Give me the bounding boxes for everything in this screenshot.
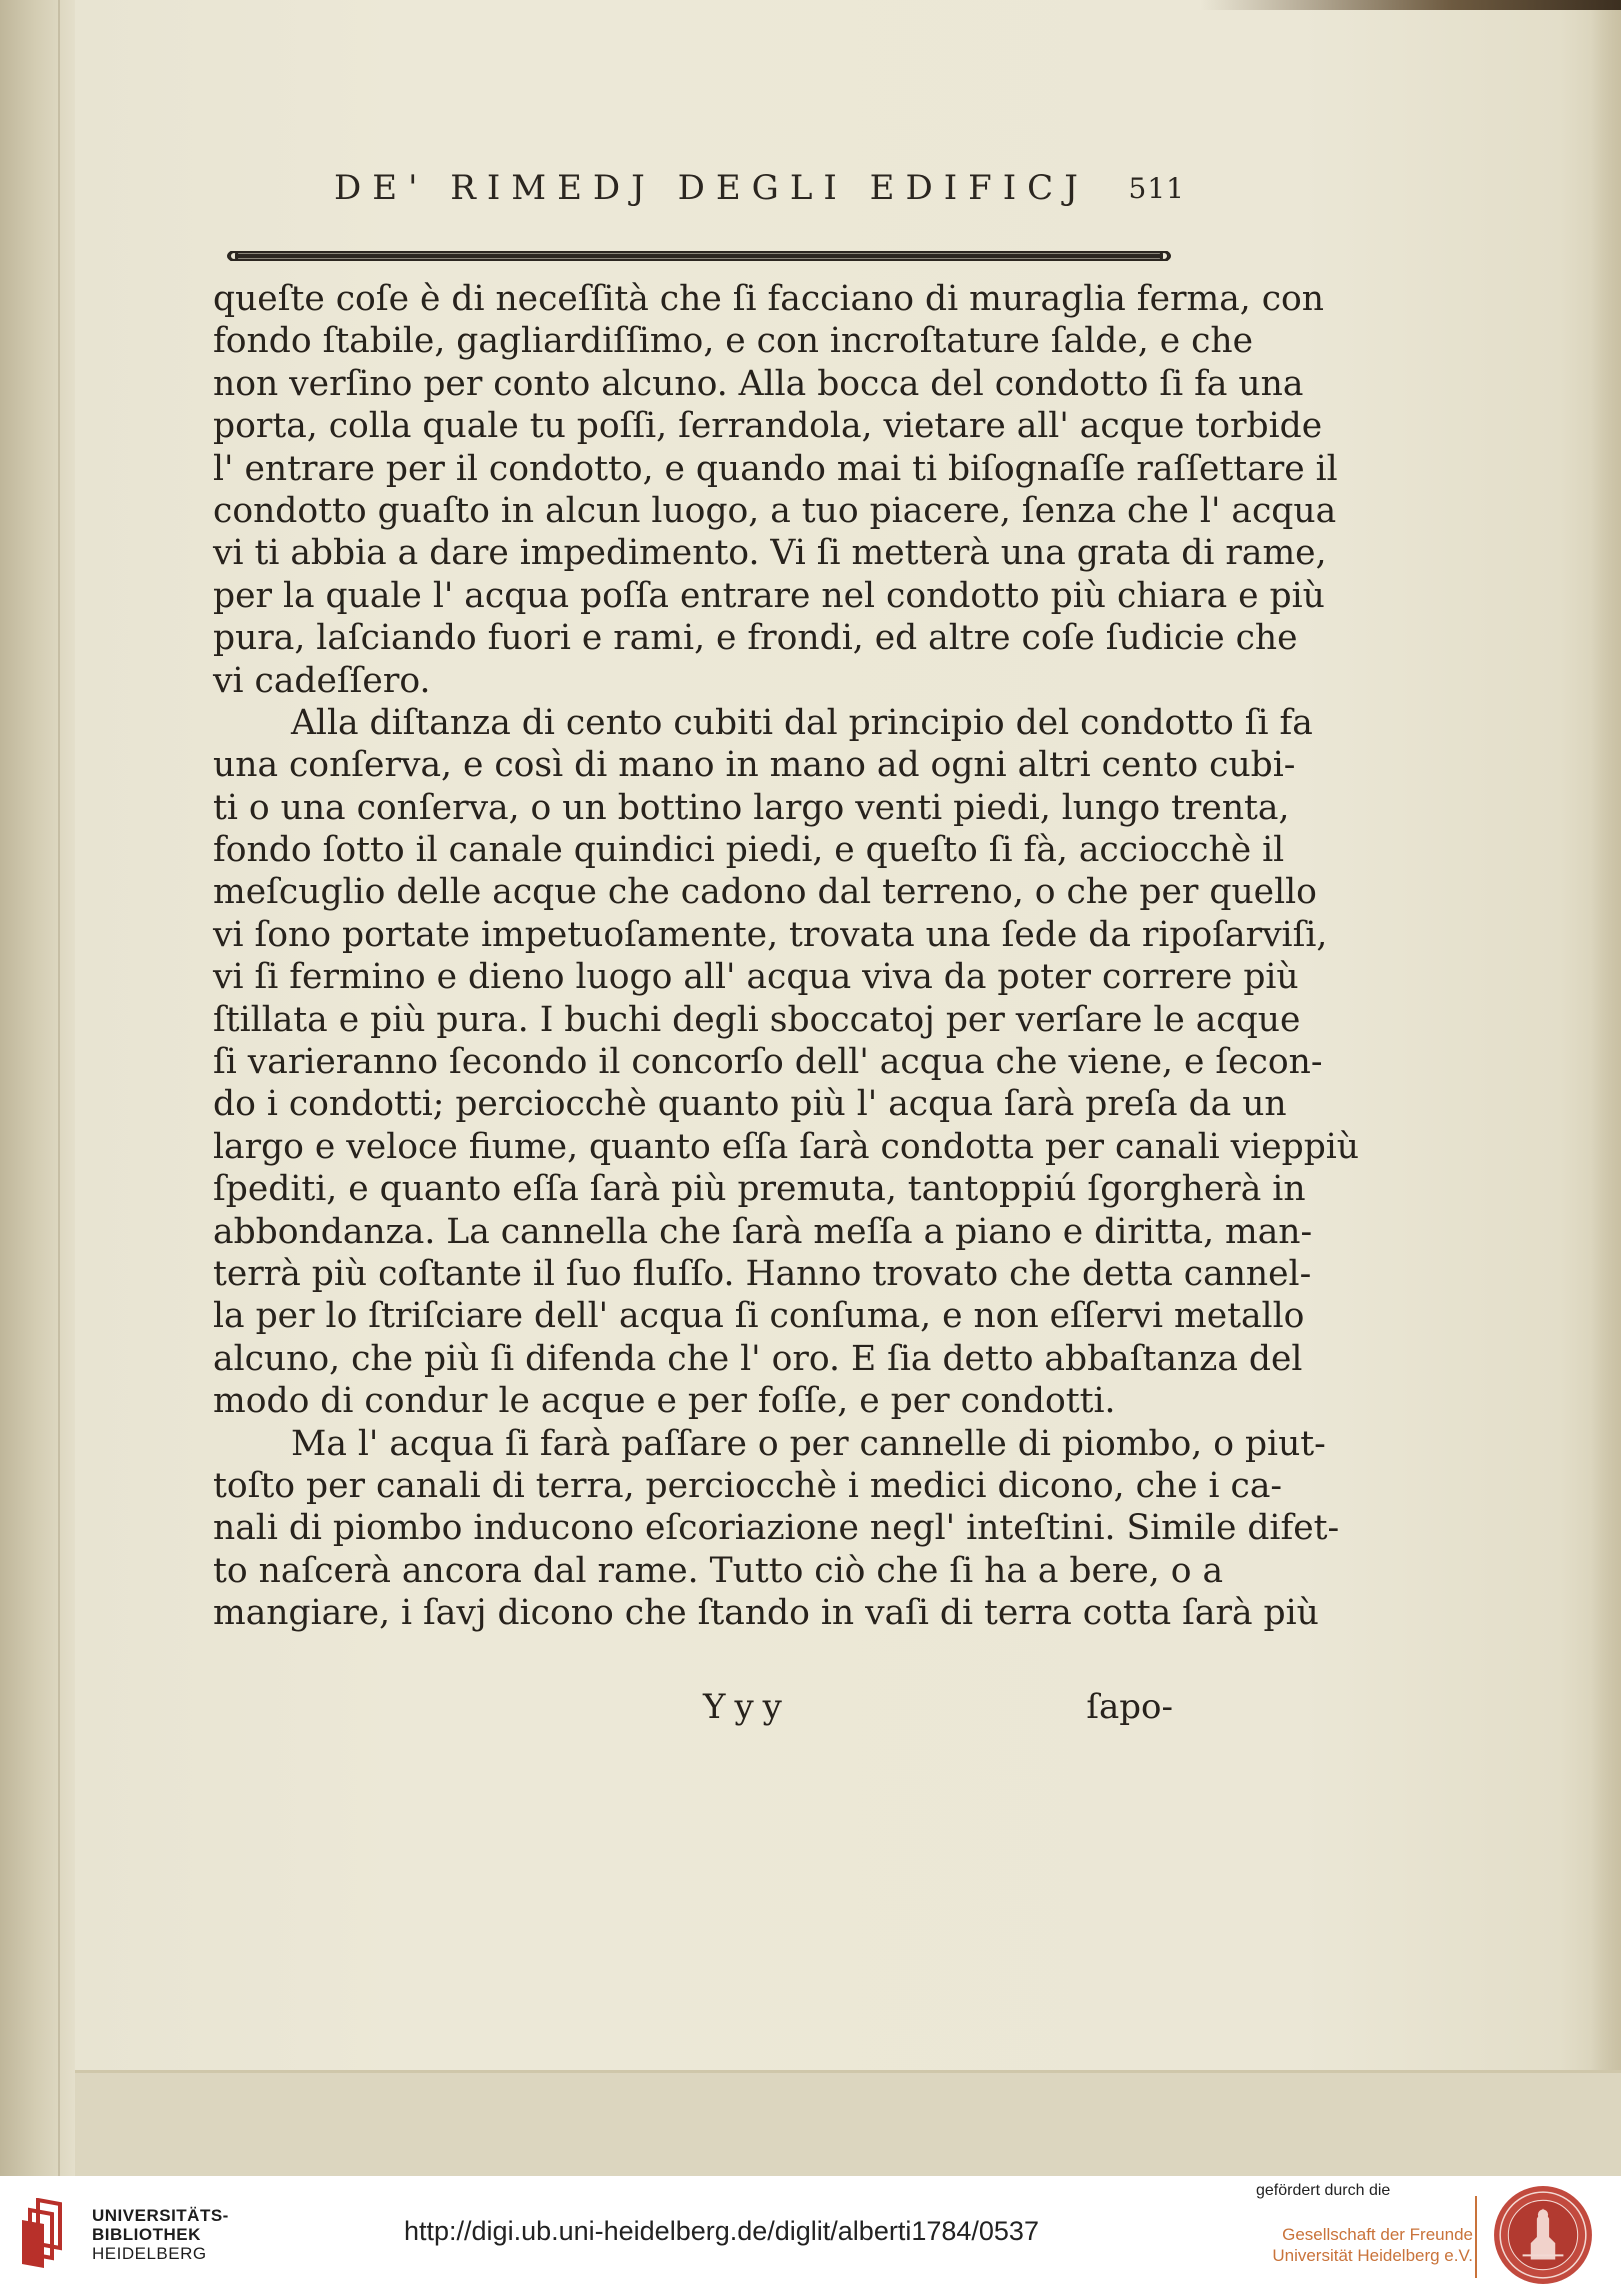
text-line: la per lo ſtriſciare dell' acqua ſi conſuma, e non eſſervi metallo xyxy=(213,1296,1305,1337)
text-line: to naſcerà ancora dal rame. Tutto ciò che ſi ha a bere, o a xyxy=(213,1550,1224,1591)
text-line: porta, colla quale tu poſſi, ſerrandola, vietare all' acque torbide xyxy=(213,406,1323,447)
text-line: abbondanza. La cannella che ſarà meſſa a piano e diritta, man- xyxy=(213,1211,1313,1252)
text-line: modo di condur le acque e per foſſe, e per condotti. xyxy=(213,1381,1116,1422)
page-number: 511 xyxy=(1128,172,1185,205)
text-line: per la quale l' acqua poſſa entrare nel condotto più chiara e più xyxy=(213,575,1325,616)
text-line: Alla diſtanza di cento cubiti dal principio del condotto ſi fa xyxy=(291,702,1313,743)
university-library-logo-icon[interactable] xyxy=(16,2198,80,2270)
text-line: pura, laſciando fuori e rami, e frondi, ed altre coſe ſudicie che xyxy=(213,618,1298,659)
text-line: largo e veloce fiume, quanto eſſa ſarà condotta per canali vieppiù xyxy=(213,1126,1360,1167)
page-header xyxy=(210,168,1185,218)
viewer-footer xyxy=(0,2176,1621,2291)
text-line: vi ſi fermino e dieno luogo all' acqua viva da poter correre più xyxy=(213,957,1299,998)
sponsor-name-line: Gesellschaft der Freunde xyxy=(1282,2225,1473,2244)
sponsor-name-line: Universität Heidelberg e.V. xyxy=(1272,2246,1473,2265)
text-line: meſcuglio delle acque che cadono dal terreno, o che per quello xyxy=(213,872,1317,913)
text-line: ſtillata e più pura. I buchi degli sboccatoj per verſare le acque xyxy=(213,999,1301,1040)
text-line: condotto guaſto in alcun luogo, a tuo piacere, ſenza che l' acqua xyxy=(213,490,1337,531)
sponsor-name[interactable] xyxy=(1272,2224,1473,2266)
text-line: l' entrare per il condotto, e quando mai ti biſognaſſe raſſettare il xyxy=(213,448,1338,489)
text-line: non verſino per conto alcuno. Alla bocca del condotto ſi fa una xyxy=(213,363,1304,404)
university-library-name[interactable] xyxy=(92,2206,229,2263)
page-bottom-edge xyxy=(75,2070,1621,2176)
text-line: toſto per canali di terra, perciocchè i medici dicono, che i ca- xyxy=(213,1465,1283,1506)
text-line: fondo ſtabile, gagliardiſſimo, e con incroſtature ſalde, e che xyxy=(213,321,1254,362)
signature-mark: Yyy xyxy=(703,1687,791,1727)
book-gutter xyxy=(0,0,75,2176)
signature-line xyxy=(213,1687,1173,1727)
header-rule-ornament xyxy=(225,244,1173,268)
library-name-line: UNIVERSITÄTS- xyxy=(92,2206,229,2225)
text-line: vi cadeſſero. xyxy=(213,660,431,701)
text-line: ſi varieranno ſecondo il concorſo dell' acqua che viene, e ſecon- xyxy=(213,1042,1323,1083)
sponsor-label: gefördert durch die xyxy=(1256,2182,1391,2199)
body-text xyxy=(213,278,1360,1635)
text-line: do i condotti; perciocchè quanto più l' acqua ſarà preſa da un xyxy=(213,1084,1287,1125)
text-line: terrà più coſtante il ſuo fluſſo. Hanno trovato che detta cannel- xyxy=(213,1253,1312,1294)
text-line: ti o una conſerva, o un bottino largo venti piedi, lungo trenta, xyxy=(213,787,1290,828)
university-seal-icon xyxy=(1492,2184,1594,2286)
catchword: ſapo- xyxy=(1086,1687,1173,1727)
text-line: nali di piombo inducono eſcoriazione negl' inteſtini. Simile difet- xyxy=(213,1508,1340,1549)
library-name-line: HEIDELBERG xyxy=(92,2244,207,2263)
text-line: alcuno, che più ſi difenda che l' oro. E ſia detto abbaſtanza del xyxy=(213,1338,1303,1379)
page-permalink[interactable]: http://digi.ub.uni-heidelberg.de/diglit/alberti1784/0537 xyxy=(404,2216,1039,2246)
text-line: una conſerva, e così di mano in mano ad ogni altri cento cubi- xyxy=(213,745,1296,786)
running-title: DE' RIMEDJ DEGLI EDIFICJ xyxy=(334,168,1089,208)
library-name-line: BIBLIOTHEK xyxy=(92,2225,201,2244)
gutter-crease xyxy=(58,0,60,2176)
text-line: vi ti abbia a dare impedimento. Vi ſi metterà una grata di rame, xyxy=(213,533,1327,574)
text-line: Ma l' acqua ſi farà paſſare o per cannelle di piombo, o piut- xyxy=(291,1423,1326,1464)
text-line: mangiare, i ſavj dicono che ſtando in vaſi di terra cotta ſarà più xyxy=(213,1593,1319,1634)
sponsor-divider xyxy=(1475,2196,1477,2278)
page-edge-shadow xyxy=(1591,0,1621,2176)
text-line: fondo ſotto il canale quindici piedi, e queſto ſi fà, acciocchè il xyxy=(213,830,1285,871)
text-line: ſpediti, e quanto eſſa ſarà più premuta, tantoppiú ſgorgherà in xyxy=(213,1169,1306,1210)
cover-edge xyxy=(1200,0,1621,10)
text-line: vi ſono portate impetuoſamente, trovata una ſede da ripoſarviſi, xyxy=(213,914,1328,955)
text-line: queſte coſe è di neceſſità che ſi facciano di muraglia ferma, con xyxy=(213,279,1325,319)
